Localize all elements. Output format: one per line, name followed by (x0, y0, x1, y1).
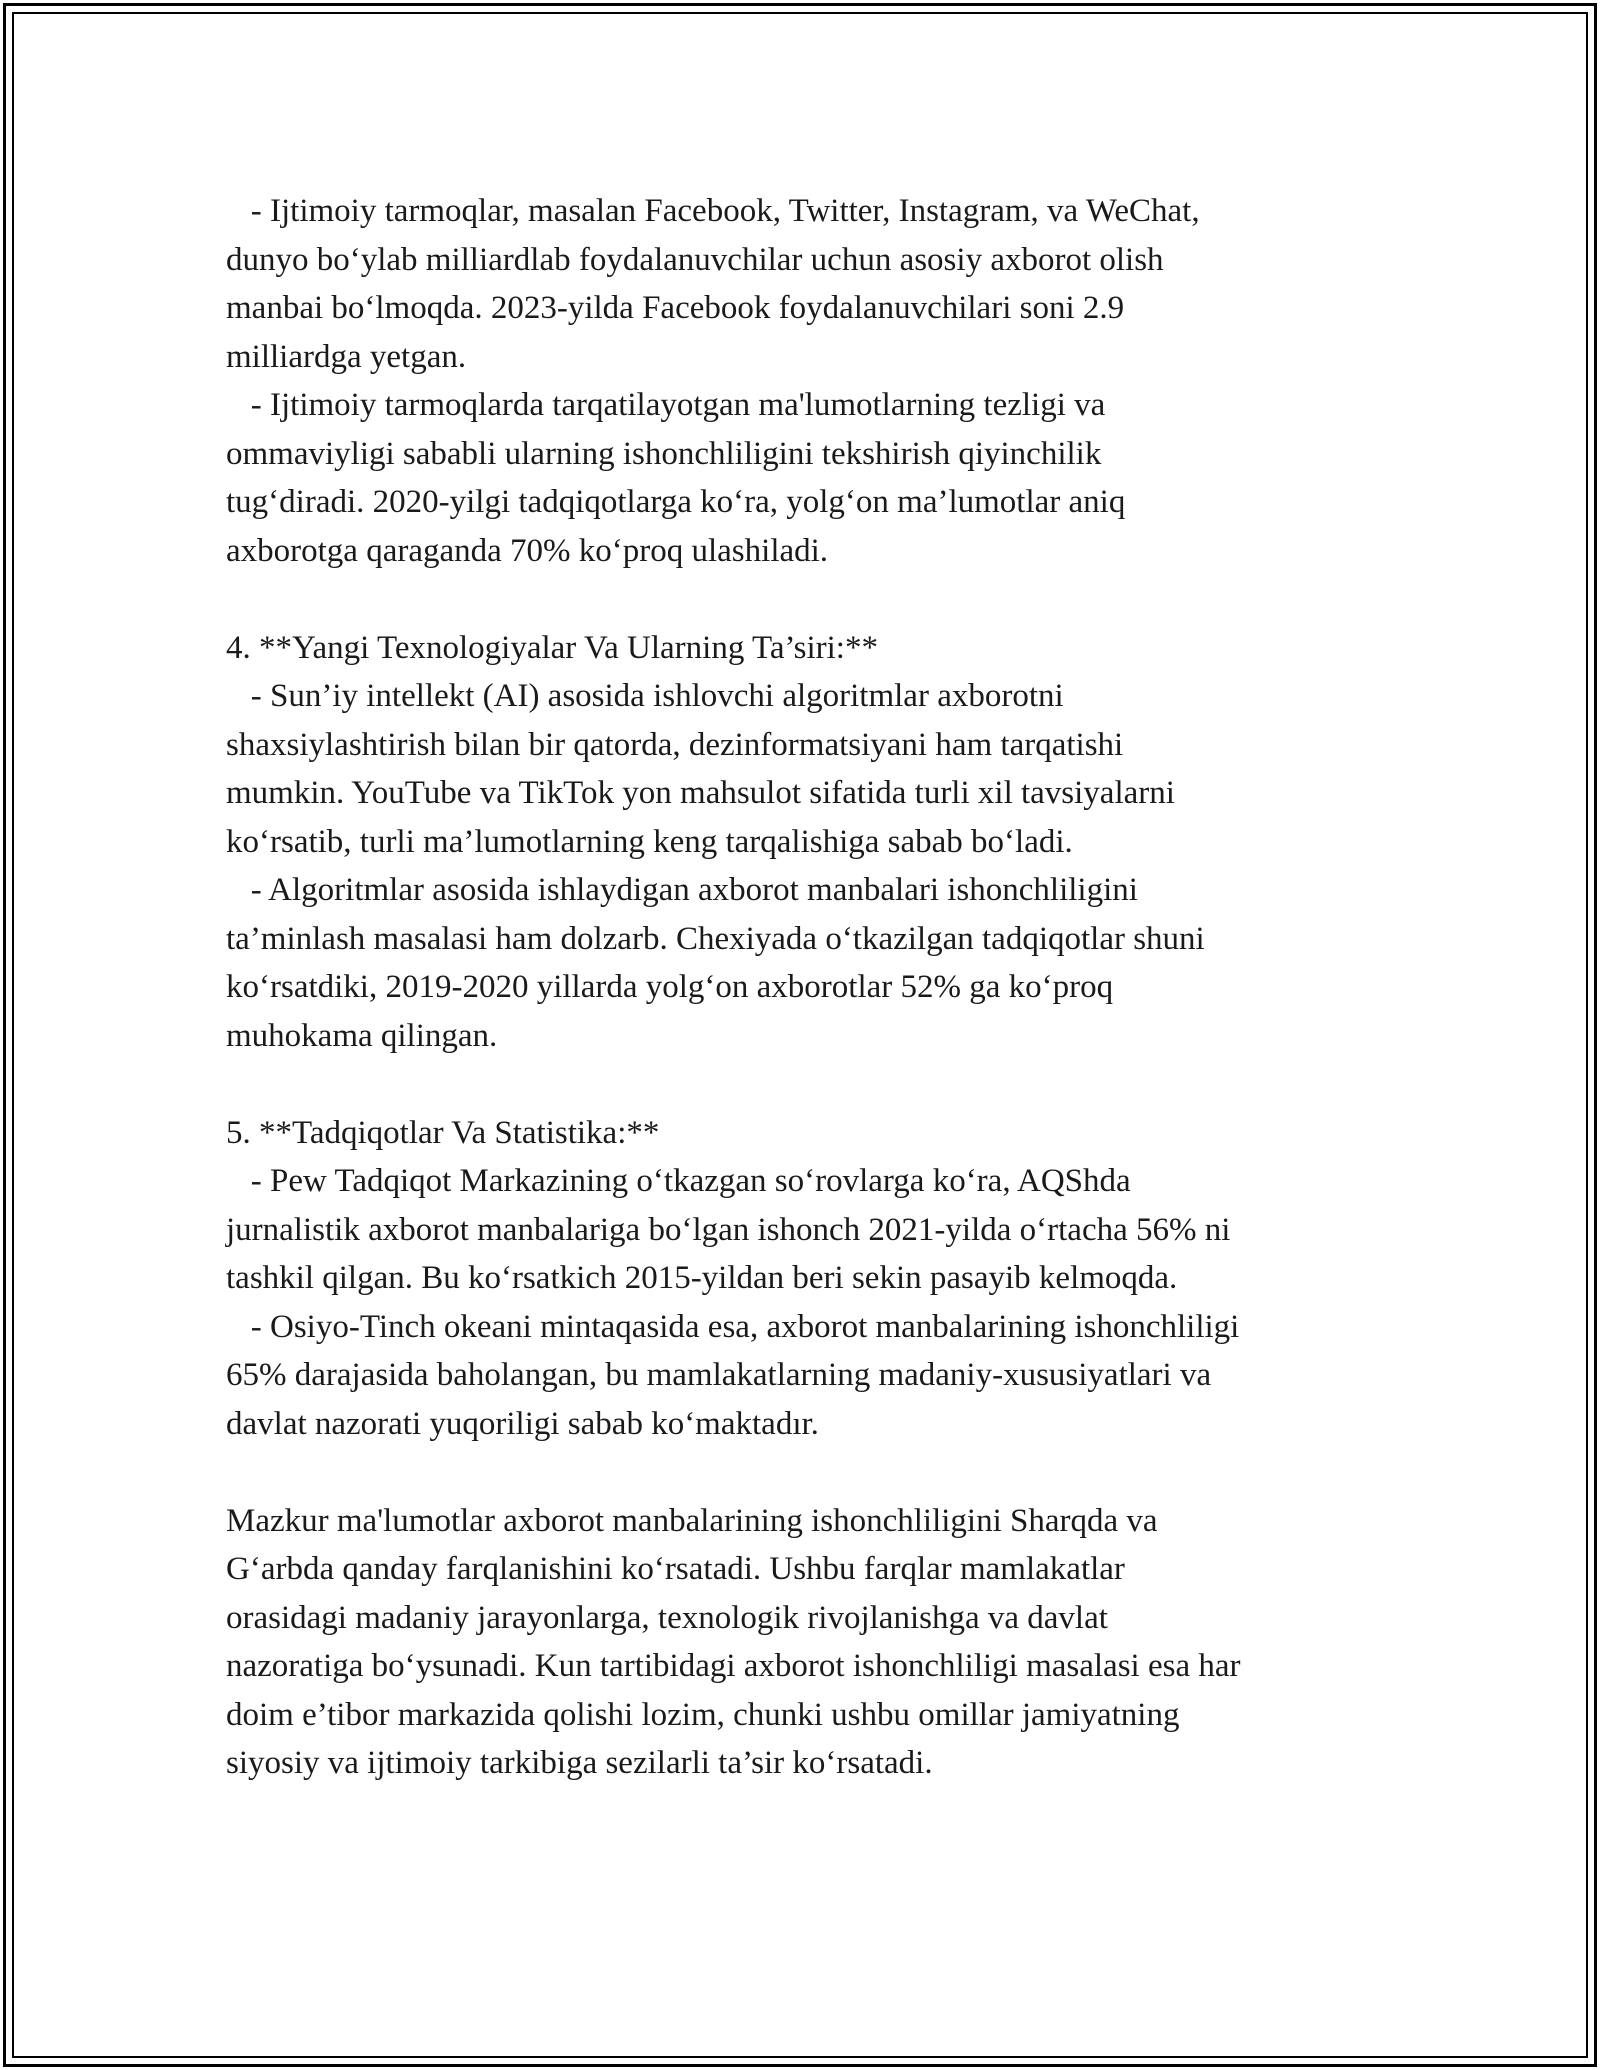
text-line: mumkin. YouTube va TikTok yon mahsulot sifatida turli xil tavsiyalarni (226, 775, 1175, 811)
text-line: - Pew Tadqiqot Markazining o‘tkazgan so‘rovlarga ko‘ra, AQShda (226, 1163, 1131, 1199)
section-heading: 5. **Tadqiqotlar Va Statistika:** (226, 1114, 660, 1151)
text-line: muhokama qilingan. (226, 1017, 498, 1054)
text-line: ta’minlash masalasi ham dolzarb. Chexiyada o‘tkazilgan tadqiqotlar shuni (226, 920, 1205, 957)
text-line: 65% darajasida baholangan, bu mamlakatlarning madaniy-xususiyatlari va (226, 1357, 1212, 1393)
text-line: - Ijtimoiy tarmoqlar, masalan Facebook, Twitter, Instagram, va WeChat, (226, 193, 1200, 229)
text-line: axborotga qaraganda 70% ko‘proq ulashiladi. (226, 532, 829, 569)
paragraph-gap (226, 1448, 1386, 1497)
text-line: siyosiy va ijtimoiy tarkibiga sezilarli ta’sir ko‘rsatadi. (226, 1745, 933, 1781)
paragraph-gap (226, 575, 1386, 624)
text-line: - Ijtimoiy tarmoqlarda tarqatilayotgan ma'lumotlarning tezligi va (226, 387, 1106, 423)
text-line: Mazkur ma'lumotlar axborot manbalarining ishonchliligini Sharqda va (226, 1502, 1158, 1539)
text-line: - Osiyo-Tinch okeani mintaqasida esa, axborot manbalarining ishonchliligi (226, 1308, 1240, 1345)
document-body (226, 187, 1386, 1788)
text-line: - Sun’iy intellekt (AI) asosida ishlovchi algoritmlar axborotni (226, 678, 1064, 714)
text-line: shaxsiylashtirish bilan bir qatorda, dezinformatsiyani ham tarqatishi (226, 726, 1124, 763)
text-line: tashkil qilgan. Bu ko‘rsatkich 2015-yildan beri sekin pasayib kelmoqda. (226, 1260, 1178, 1296)
text-line: milliardga yetgan. (226, 338, 467, 375)
paragraph-gap (226, 1060, 1386, 1109)
text-line: - Algoritmlar asosida ishlaydigan axborot manbalari ishonchliligini (226, 872, 1138, 908)
section-new-technologies (226, 624, 1386, 1061)
text-line: dunyo bo‘ylab milliardlab foydalanuvchilar uchun asosiy axborot olish (226, 241, 1164, 278)
paragraph-social-networks (226, 187, 1386, 575)
text-line: tug‘diradi. 2020-yilgi tadqiqotlarga ko‘ra, yolg‘on ma’lumotlar aniq (226, 484, 1126, 520)
section-heading: 4. **Yangi Texnologiyalar Va Ularning Ta’siri:** (226, 629, 878, 666)
text-line: ommaviyligi sababli ularning ishonchliligini tekshirish qiyinchilik (226, 435, 1102, 472)
text-line: davlat nazorati yuqoriligi sabab ko‘maktadır. (226, 1405, 819, 1442)
text-line: manbai bo‘lmoqda. 2023-yilda Facebook foydalanuvchilari soni 2.9 (226, 290, 1125, 326)
text-line: doim e’tibor markazida qolishi lozim, chunki ushbu omillar jamiyatning (226, 1696, 1180, 1733)
text-line: nazoratiga bo‘ysunadi. Kun tartibidagi axborot ishonchliligi masalasi esa har (226, 1648, 1241, 1684)
text-line: ko‘rsatib, turli ma’lumotlarning keng tarqalishiga sabab bo‘ladi. (226, 823, 1073, 860)
text-line: G‘arbda qanday farqlanishini ko‘rsatadi. Ushbu farqlar mamlakatlar (226, 1551, 1125, 1587)
text-line: orasidagi madaniy jarayonlarga, texnologik rivojlanishga va davlat (226, 1599, 1108, 1636)
text-line: jurnalistik axborot manbalariga bo‘lgan ishonch 2021-yilda o‘rtacha 56% ni (226, 1211, 1231, 1248)
text-line: ko‘rsatdiki, 2019-2020 yillarda yolg‘on axborotlar 52% ga ko‘proq (226, 969, 1114, 1005)
paragraph-conclusion (226, 1497, 1386, 1788)
section-research-statistics (226, 1109, 1386, 1449)
